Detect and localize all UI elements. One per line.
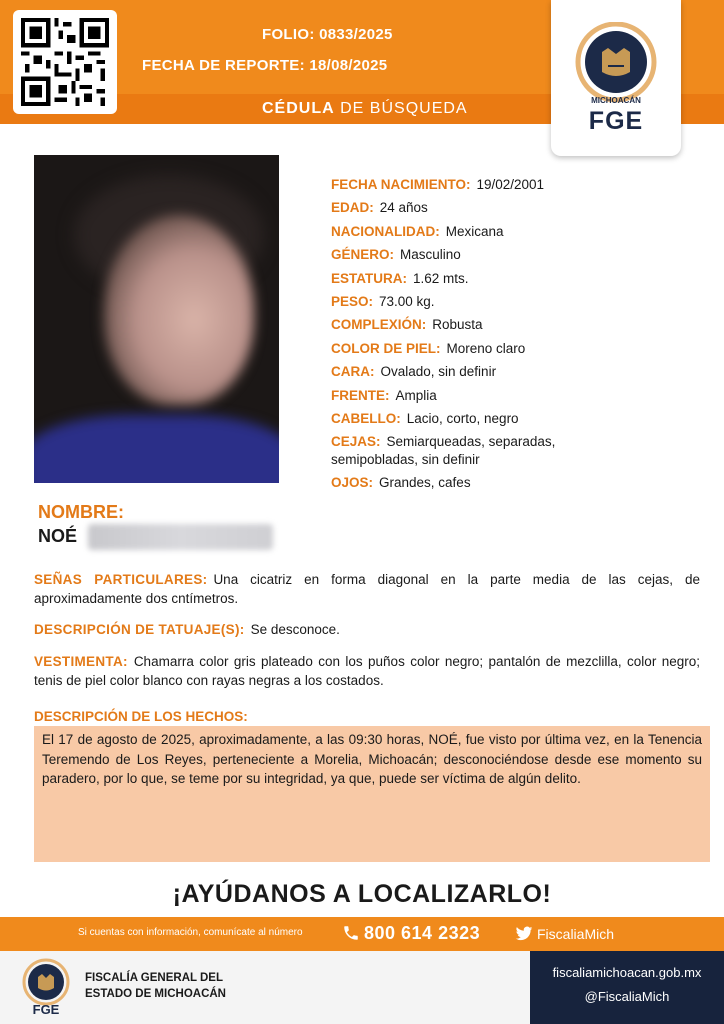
field-label: COLOR DE PIEL:: [331, 340, 441, 356]
clothing-description: [34, 652, 700, 690]
field-complexion: [331, 313, 611, 336]
field-cabello: [331, 407, 611, 430]
field-frente: [331, 384, 611, 407]
field-color-piel: [331, 337, 611, 360]
field-value: Ovalado, sin definir: [380, 364, 497, 380]
footer-logo-acronym: FGE: [32, 1002, 60, 1017]
field-edad: [331, 196, 611, 219]
field-value: Mexicana: [445, 223, 504, 239]
field-label: FRENTE:: [331, 387, 390, 403]
field-label: FECHA NACIMIENTO:: [331, 177, 471, 192]
distinguishing-marks: [34, 570, 700, 608]
person-photo: [34, 155, 279, 483]
footer-institution-name: [85, 970, 226, 1002]
call-to-action: ¡AYÚDANOS A LOCALIZARLO!: [172, 880, 552, 908]
field-cara: [331, 360, 611, 383]
field-value: Grandes, cafes: [379, 475, 471, 491]
events-label: DESCRIPCIÓN DE LOS HECHOS:: [34, 709, 248, 724]
tattoo-value: Se desconoce.: [250, 622, 340, 637]
logo-state-name: MICHOACÁN: [591, 96, 641, 105]
qr-code-icon: [21, 18, 109, 106]
field-value: Amplia: [395, 387, 437, 403]
footer-fge-seal-icon: [18, 958, 74, 1006]
field-value: 1.62 mts.: [413, 270, 469, 286]
physical-description-list: [331, 173, 611, 495]
clothing-value: Chamarra color gris plateado con los puños color negro; pantalón de mezclilla, color negro; tenis de piel color blanco con rayas negras a los costados.: [34, 654, 700, 688]
field-value: Masculino: [400, 247, 461, 263]
field-value: Semiarqueadas, separadas, semipobladas, sin definir: [331, 434, 556, 468]
field-label: PESO:: [331, 294, 374, 310]
name-redaction: [88, 524, 273, 550]
contact-info-text: Si cuentas con información, comunícate al número: [78, 927, 303, 938]
twitter-bird-icon: [515, 926, 533, 942]
clothing-label: VESTIMENTA:: [34, 654, 128, 669]
field-value: Lacio, corto, negro: [406, 411, 519, 427]
report-date: FECHA DE REPORTE: 18/08/2025: [142, 57, 388, 74]
footer-right: [530, 951, 724, 1024]
folio: FOLIO: 0833/2025: [262, 26, 393, 43]
field-genero: [331, 243, 611, 266]
footer-name-line1: FISCALÍA GENERAL DEL: [85, 972, 224, 984]
fge-logo-card: [551, 0, 681, 156]
photo-shirt: [34, 415, 279, 483]
field-value: 24 años: [379, 200, 428, 216]
field-value: 73.00 kg.: [379, 294, 435, 310]
qr-code[interactable]: [13, 10, 117, 114]
field-label: GÉNERO:: [331, 247, 395, 263]
field-value: 19/02/2001: [476, 177, 545, 192]
field-label: COMPLEXIÓN:: [331, 317, 427, 333]
name-label: NOMBRE:: [38, 502, 124, 522]
document-title-rest: DE BÚSQUEDA: [334, 100, 468, 117]
field-peso: [331, 290, 611, 313]
footer-name-line2: ESTADO DE MICHOACÁN: [85, 988, 226, 1000]
distinguishing-marks-value: Una cicatriz en forma diagonal en la parte media de las cejas, de aproximadamente dos cntímetros.: [34, 572, 701, 606]
photo-face-blurred: [104, 215, 254, 405]
field-value: Moreno claro: [446, 340, 526, 356]
phone-number[interactable]: 800 614 2323: [364, 923, 481, 943]
field-nacionalidad: [331, 220, 611, 243]
field-label: CARA:: [331, 364, 375, 380]
field-fecha-nacimiento: [331, 173, 611, 196]
twitter-handle[interactable]: FiscaliaMich: [537, 926, 615, 942]
field-label: ESTATURA:: [331, 270, 407, 286]
footer-left: [0, 951, 530, 1024]
field-ojos: [331, 471, 611, 494]
field-value: Robusta: [432, 317, 483, 333]
field-label: NACIONALIDAD:: [331, 223, 440, 239]
tattoo-description: [34, 620, 700, 639]
events-description: El 17 de agosto de 2025, aproximadamente, a las 09:30 horas, NOÉ, fue visto por última vez, en la Tenencia Teremendo de Los Reyes, perteneciente a Morelia, Michoacán; desconociéndose desde ese momento su paradero, por lo que, se teme por su integridad, ya que, puede ser víctima de algún delito.: [34, 726, 710, 862]
field-label: CEJAS:: [331, 434, 381, 450]
name-value: NOÉ: [38, 526, 78, 546]
document-title: [262, 100, 468, 118]
field-cejas: [331, 433, 611, 469]
distinguishing-marks-label: SEÑAS PARTICULARES:: [34, 572, 208, 587]
field-estatura: [331, 267, 611, 290]
footer-twitter-link[interactable]: @FiscaliaMich: [584, 989, 670, 1004]
phone-icon: [342, 924, 360, 942]
footer-website-link[interactable]: fiscaliamichoacan.gob.mx: [552, 965, 702, 980]
field-label: CABELLO:: [331, 411, 401, 427]
document-title-bold: CÉDULA: [262, 100, 335, 117]
logo-acronym: FGE: [588, 107, 644, 135]
field-label: EDAD:: [331, 200, 374, 216]
tattoo-label: DESCRIPCIÓN DE TATUAJE(S):: [34, 622, 245, 637]
field-label: OJOS:: [331, 475, 374, 491]
